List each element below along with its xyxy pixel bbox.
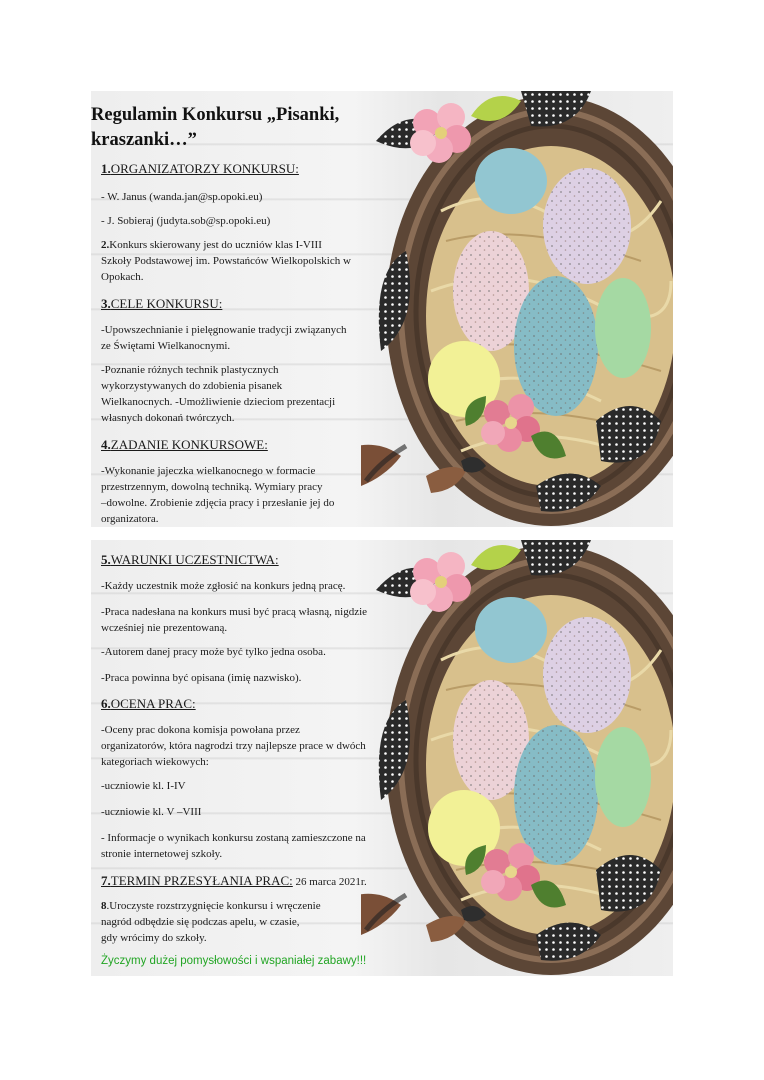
section-5-heading — [101, 552, 279, 568]
condition-4: -Praca powinna być opisana (imię nazwisko). — [101, 672, 302, 684]
page-2-panel — [91, 540, 673, 976]
section-4-heading — [101, 437, 268, 453]
text-line: organizatorów, która nagrodzi trzy najlepsze prace w dwóch — [101, 740, 366, 752]
section-6-heading — [101, 696, 196, 712]
section-label: ORGANIZATORZY KONKURSU: — [110, 161, 299, 176]
section-number: 8 — [101, 900, 107, 912]
title-line-1: Regulamin Konkursu „Pisanki, — [91, 105, 340, 125]
section-7-heading — [101, 873, 367, 890]
text-line: kategoriach wiekowych: — [101, 756, 209, 768]
text-line: Konkurs skierowany jest do uczniów klas I-VIII — [109, 239, 322, 251]
text-line: .Uroczyste rozstrzygnięcie konkursu i wręczenie — [106, 900, 321, 912]
goal-2 — [101, 362, 371, 426]
text-line: –dowolne. Zrobienie zdjęcia pracy i przesłanie jej do — [101, 497, 335, 509]
section-label: CELE KONKURSU: — [110, 296, 223, 311]
text-line: nagród odbędzie się podczas apelu, w czasie, — [101, 916, 300, 928]
text-line: stronie internetowej szkoły. — [101, 848, 223, 860]
section-2-paragraph — [101, 237, 371, 285]
title-line-2: kraszanki…” — [91, 130, 197, 150]
section-label: OCENA PRAC: — [110, 696, 196, 711]
goal-1 — [101, 322, 371, 354]
section-label: ZADANIE KONKURSOWE: — [110, 437, 268, 452]
submission-date: 26 marca 2021r. — [292, 876, 367, 888]
task-description — [101, 463, 371, 527]
section-number: 7. — [101, 873, 111, 888]
section-number: 4. — [101, 437, 111, 452]
text-line: Szkoły Podstawowej im. Powstańców Wielkopolskich w — [101, 255, 351, 267]
text-line: -Oceny prac dokona komisja powołana przez — [101, 724, 300, 736]
text-line: -Upowszechnianie i pielęgnowanie tradycji związanych — [101, 324, 347, 336]
text-line: wcześniej nie prezentowaną. — [101, 622, 228, 634]
page-1-panel — [91, 91, 673, 527]
text-line: wykorzystywanych do zdobienia pisanek — [101, 380, 283, 392]
section-1-heading — [101, 161, 299, 177]
text-line: organizatora. — [101, 513, 159, 525]
section-3-heading — [101, 296, 222, 312]
text-line: -Wykonanie jajeczka wielkanocnego w formacie — [101, 465, 316, 477]
section-number: 1. — [101, 161, 111, 176]
text-line: gdy wrócimy do szkoły. — [101, 932, 207, 944]
condition-2 — [101, 604, 391, 636]
easter-basket-illustration — [361, 540, 673, 976]
section-8-paragraph — [101, 898, 371, 946]
category-2: -uczniowie kl. V –VIII — [101, 806, 202, 818]
category-1: -uczniowie kl. I-IV — [101, 780, 186, 792]
section-label: WARUNKI UCZESTNICTWA: — [110, 552, 279, 567]
organizer-2: - J. Sobieraj (judyta.sob@sp.opoki.eu) — [101, 215, 271, 227]
text-line: -Poznanie różnych technik plastycznych — [101, 364, 279, 376]
easter-basket-illustration — [361, 91, 673, 527]
text-line: przestrzennym, dowolną techniką. Wymiary pracy — [101, 481, 323, 493]
closing-wishes: Życzymy dużej pomysłowości i wspaniałej zabawy!!! — [101, 955, 367, 967]
text-line: Opokach. — [101, 271, 144, 283]
condition-1: -Każdy uczestnik może zgłosić na konkurs jedną pracę. — [101, 580, 346, 592]
section-number: 3. — [101, 296, 111, 311]
text-line: własnych dokonań twórczych. — [101, 412, 235, 424]
section-number: 5. — [101, 552, 111, 567]
section-number: 2. — [101, 239, 110, 251]
document-title — [91, 103, 381, 153]
text-line: -Praca nadesłana na konkurs musi być pracą własną, nigdzie — [101, 606, 368, 618]
evaluation-description — [101, 722, 391, 770]
section-number: 6. — [101, 696, 111, 711]
text-line: - Informacje o wynikach konkursu zostaną zamieszczone na — [101, 832, 366, 844]
text-line: Wielkanocnych. -Umożliwienie dzieciom prezentacji — [101, 396, 336, 408]
organizer-1: - W. Janus (wanda.jan@sp.opoki.eu) — [101, 191, 263, 203]
results-info — [101, 830, 391, 862]
section-label: TERMIN PRZESYŁANIA PRAC: — [110, 873, 293, 888]
condition-3: -Autorem danej pracy może być tylko jedna osoba. — [101, 646, 326, 658]
text-line: ze Świętami Wielkanocnymi. — [101, 340, 231, 352]
